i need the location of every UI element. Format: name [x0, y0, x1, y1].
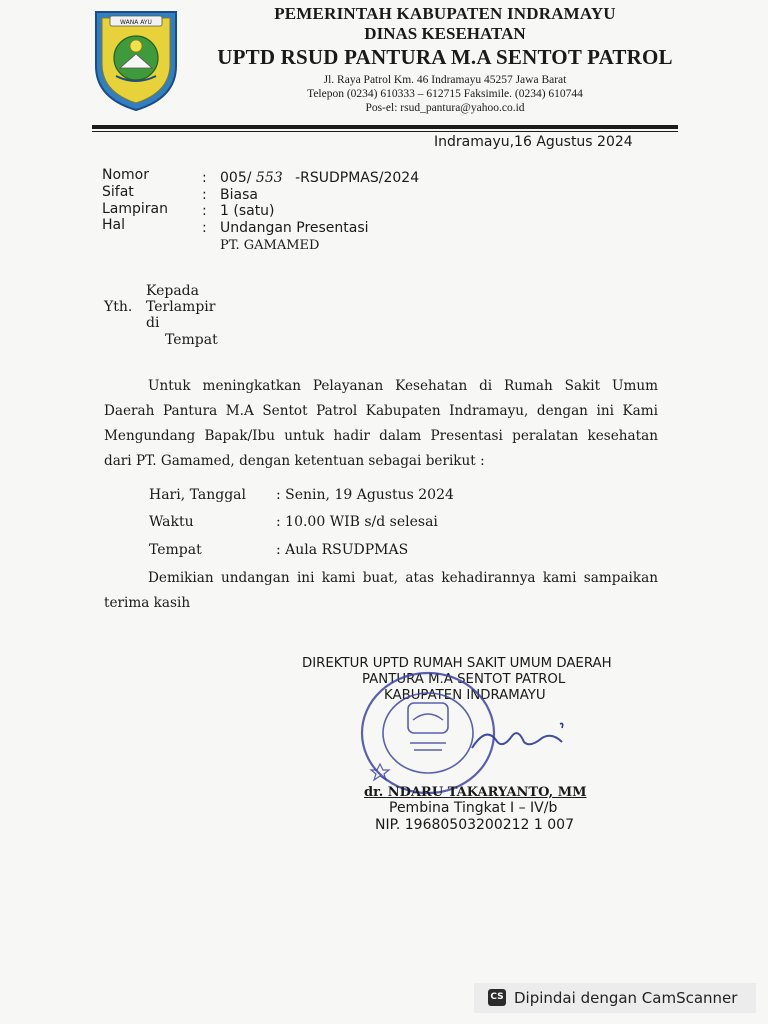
recipient-name: Terlampir	[146, 299, 216, 315]
recipient-di: di	[146, 315, 160, 331]
body-line-1: Untuk meningkatkan Pelayanan Kesehatan di Rumah Sakit Umum	[148, 378, 658, 394]
closing-line-2: terima kasih	[104, 595, 191, 611]
hal-value-line1: Undangan Presentasi	[220, 220, 369, 236]
nomor-suffix: -RSUDPMAS/2024	[295, 170, 420, 186]
sifat-value: Biasa	[220, 187, 258, 203]
signature-title-line2: PANTURA M.A SENTOT PATROL	[362, 672, 566, 687]
nomor-prefix: 005/	[220, 170, 252, 186]
regency-emblem-icon	[90, 6, 182, 112]
recipient-yth: Yth.	[104, 299, 133, 315]
detail-value-day: : Senin, 19 Agustus 2024	[276, 487, 454, 503]
lampiran-label: Lampiran	[102, 201, 169, 217]
detail-label-day: Hari, Tanggal	[149, 487, 246, 503]
scanner-watermark	[474, 983, 756, 1013]
nomor-handwritten: 553	[255, 170, 283, 186]
body-paragraph	[104, 374, 658, 474]
closing-line-1: Demikian undangan ini kami buat, atas kehadirannya kami sampaikan	[148, 570, 658, 586]
detail-label-time: Waktu	[149, 514, 194, 530]
body-line-3: Mengundang Bapak/Ibu untuk hadir dalam Presentasi peralatan kesehatan	[104, 428, 658, 444]
scanner-label: Dipindai dengan CamScanner	[514, 989, 738, 1007]
detail-label-place: Tempat	[149, 542, 202, 558]
nomor-colon: :	[202, 170, 207, 186]
lampiran-colon: :	[202, 203, 207, 219]
sifat-label: Sifat	[102, 184, 134, 200]
detail-value-time: : 10.00 WIB s/d selesai	[276, 514, 438, 530]
nomor-label: Nomor	[102, 167, 149, 183]
recipient-kepada: Kepada	[146, 283, 199, 299]
signature-title-line3: KABUPATEN INDRAMAYU	[384, 688, 546, 703]
closing-paragraph	[104, 566, 658, 616]
letterhead-phone: Telepon (0234) 610333 – 612715 Faksimile. (0234) 610744	[307, 88, 583, 100]
hal-colon: :	[202, 220, 207, 236]
letterhead-divider-thin	[92, 131, 678, 132]
lampiran-value: 1 (satu)	[220, 203, 275, 219]
hal-label: Hal	[102, 217, 125, 233]
detail-value-place: : Aula RSUDPMAS	[276, 542, 409, 558]
signatory-name: dr. NDARU TAKARYANTO, MM	[364, 785, 587, 800]
body-line-4: dari PT. Gamamed, dengan ketentuan sebagai berikut :	[104, 453, 485, 469]
signature-title-line1: DIREKTUR UPTD RUMAH SAKIT UMUM DAERAH	[302, 656, 612, 671]
letterhead-address: Jl. Raya Patrol Km. 46 Indramayu 45257 Jawa Barat	[323, 74, 567, 86]
signatory-rank: Pembina Tingkat I – IV/b	[389, 800, 558, 816]
letterhead-department: DINAS KESEHATAN	[364, 24, 526, 43]
letterhead-government: PEMERINTAH KABUPATEN INDRAMAYU	[274, 4, 616, 23]
body-line-2: Daerah Pantura M.A Sentot Patrol Kabupaten Indramayu, dengan ini Kami	[104, 403, 658, 419]
hal-value-line2: PT. GAMAMED	[220, 238, 320, 253]
sifat-colon: :	[202, 187, 207, 203]
signatory-nip: NIP. 19680503200212 1 007	[375, 817, 574, 833]
letterhead-hospital: UPTD RSUD PANTURA M.A SENTOT PATROL	[217, 45, 673, 69]
recipient-place: Tempat	[165, 332, 218, 348]
signature-scrawl-icon	[468, 718, 578, 758]
letterhead-email: Pos-el: rsud_pantura@yahoo.co.id	[365, 102, 525, 114]
nomor-value	[220, 170, 419, 187]
letter-date: Indramayu,16 Agustus 2024	[434, 134, 633, 150]
letterhead	[195, 4, 695, 115]
camscanner-icon: CS	[488, 989, 506, 1006]
svg-text:WANA AYU: WANA AYU	[120, 19, 152, 26]
letterhead-divider-thick	[92, 125, 678, 129]
